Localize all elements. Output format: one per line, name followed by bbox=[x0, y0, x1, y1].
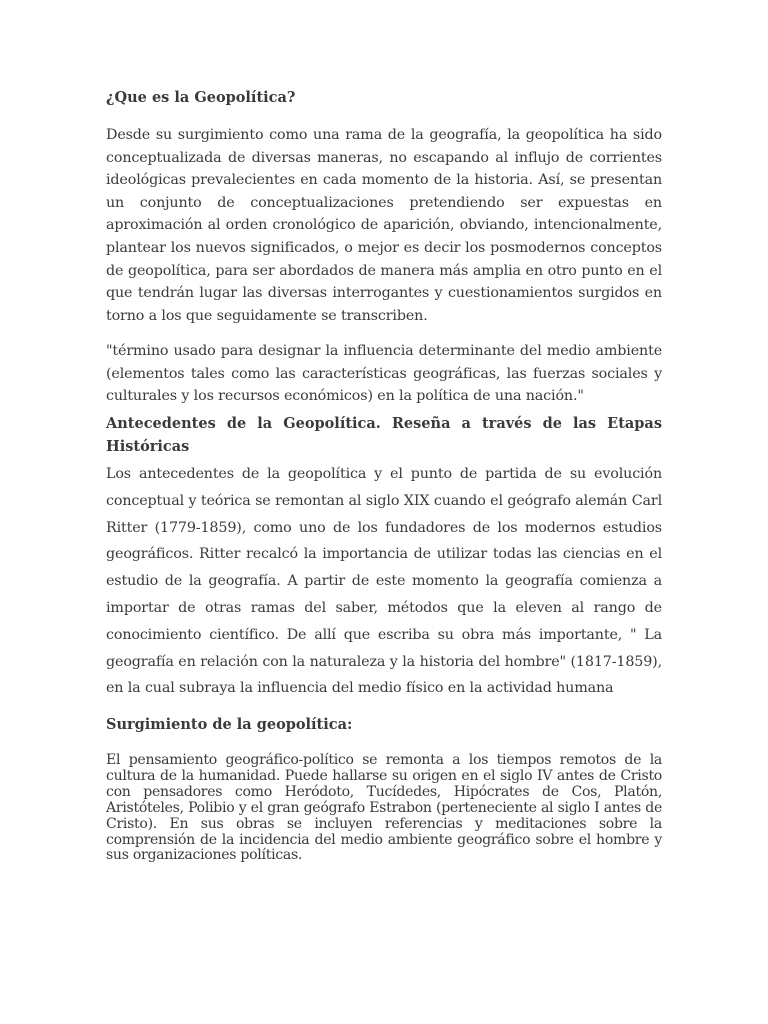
paragraph-introduccion: Desde su surgimiento como una rama de la geografía, la geopolítica ha sido conceptualizada de diversas maneras, no escapando al influjo de corrientes ideológicas prevalecientes en cada momento de la historia. Así, se presentan un conjunto de conceptualizaciones pretendiendo ser expuestas en aproximación al orden cronológico de aparición, obviando, intencionalmente, plantear los nuevos significados, o mejor es decir los posmodernos conceptos de geopolítica, para ser abordados de manera más amplia en otro punto en el que tendrán lugar las diversas interrogantes y cuestionamientos surgidos en torno a los que seguidamente se transcriben. bbox=[106, 127, 662, 324]
paragraph-antecedentes: Los antecedentes de la geopolítica y el punto de partida de su evolución conceptual y teórica se remontan al siglo XIX cuando el geógrafo alemán Carl Ritter (1779-1859), como uno de los fundadores de los modernos estudios geográficos. Ritter recalcó la importancia de utilizar todas las ciencias en el estudio de la geografía. A partir de este momento la geografía comienza a importar de otras ramas del saber, métodos que la eleven al rango de conocimiento científico. De allí que escriba su obra más importante, " La geografía en relación con la naturaleza y la historia del hombre" (1817-1859), en la cual subraya la influencia del medio físico en la actividad humana bbox=[106, 466, 662, 697]
paragraph-surgimiento: El pensamiento geográfico-político se remonta a los tiempos remotos de la cultura de la humanidad. Puede hallarse su origen en el siglo IV antes de Cristo con pensadores como Heródoto, Tucídedes, Hipócrates de Cos, Platón, Aristóteles, Polibio y el gran geógrafo Estrabon (perteneciente al siglo I antes de Cristo). En sus obras se incluyen referencias y meditaciones sobre la comprensión de la incidencia del medio ambiente geográfico sobre el hombre y sus organizaciones políticas. bbox=[106, 752, 662, 864]
heading-que-es-geopolitica: ¿Que es la Geopolítica? bbox=[106, 89, 296, 106]
heading-antecedentes: Antecedentes de la Geopolítica. Reseña a través de las Etapas Históricas bbox=[106, 415, 662, 455]
quote-definicion: "término usado para designar la influencia determinante del medio ambiente (elementos tales como las características geográficas, las fuerzas sociales y culturales y los recursos económicos) en la política de una nación." bbox=[106, 343, 662, 404]
heading-surgimiento: Surgimiento de la geopolítica: bbox=[106, 716, 353, 733]
